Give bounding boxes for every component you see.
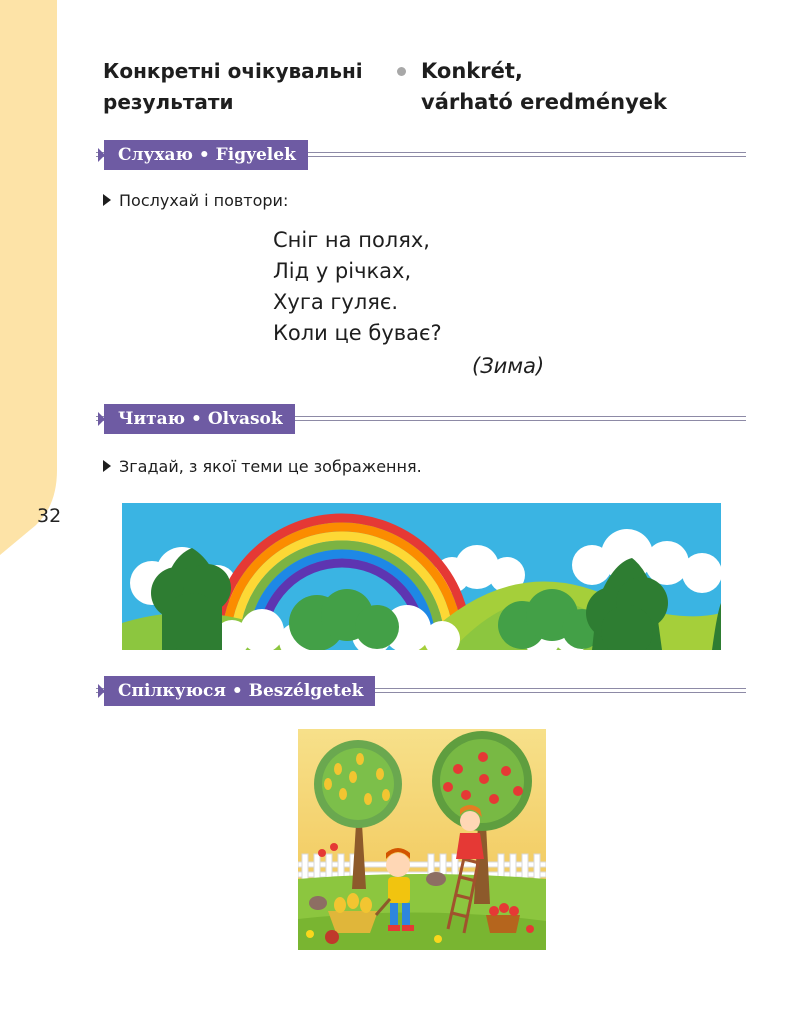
triangle-bullet-icon [103, 194, 111, 206]
instruction-listen-text: Послухай і повтори: [119, 191, 289, 210]
section-listen [96, 140, 750, 180]
instruction-listen [103, 191, 288, 210]
rainbow-illustration [122, 503, 721, 650]
side-band [0, 0, 70, 560]
poem-line: Сніг на полях, [273, 228, 430, 252]
poem-line: Коли це буває? [273, 321, 442, 345]
results-title-hu [421, 56, 751, 118]
poem-line: Лід у річках, [273, 259, 412, 283]
section-talk [96, 676, 750, 716]
orchard-illustration [298, 729, 546, 950]
results-title-ua: Конкретні очікувальні результати [103, 59, 363, 114]
instruction-read [103, 457, 422, 476]
results-title-hu-line1: Konkrét, [421, 59, 523, 83]
triangle-bullet-icon [103, 460, 111, 472]
bullet-icon [397, 67, 406, 76]
poem-line: Хуга гуляє. [273, 290, 399, 314]
section-label-talk: Спілкуюся • Beszélgetek [104, 676, 375, 706]
section-read [96, 404, 750, 444]
results-title-hu-line2: várható eredmények [421, 90, 667, 114]
poem [273, 225, 442, 349]
riddle-answer: (Зима) [472, 354, 545, 378]
section-label-listen: Слухаю • Figyelek [104, 140, 308, 170]
section-label-read: Читаю • Olvasok [104, 404, 295, 434]
instruction-read-text: Згадай, з якої теми це зображення. [119, 457, 422, 476]
page-number: 32 [37, 505, 62, 527]
